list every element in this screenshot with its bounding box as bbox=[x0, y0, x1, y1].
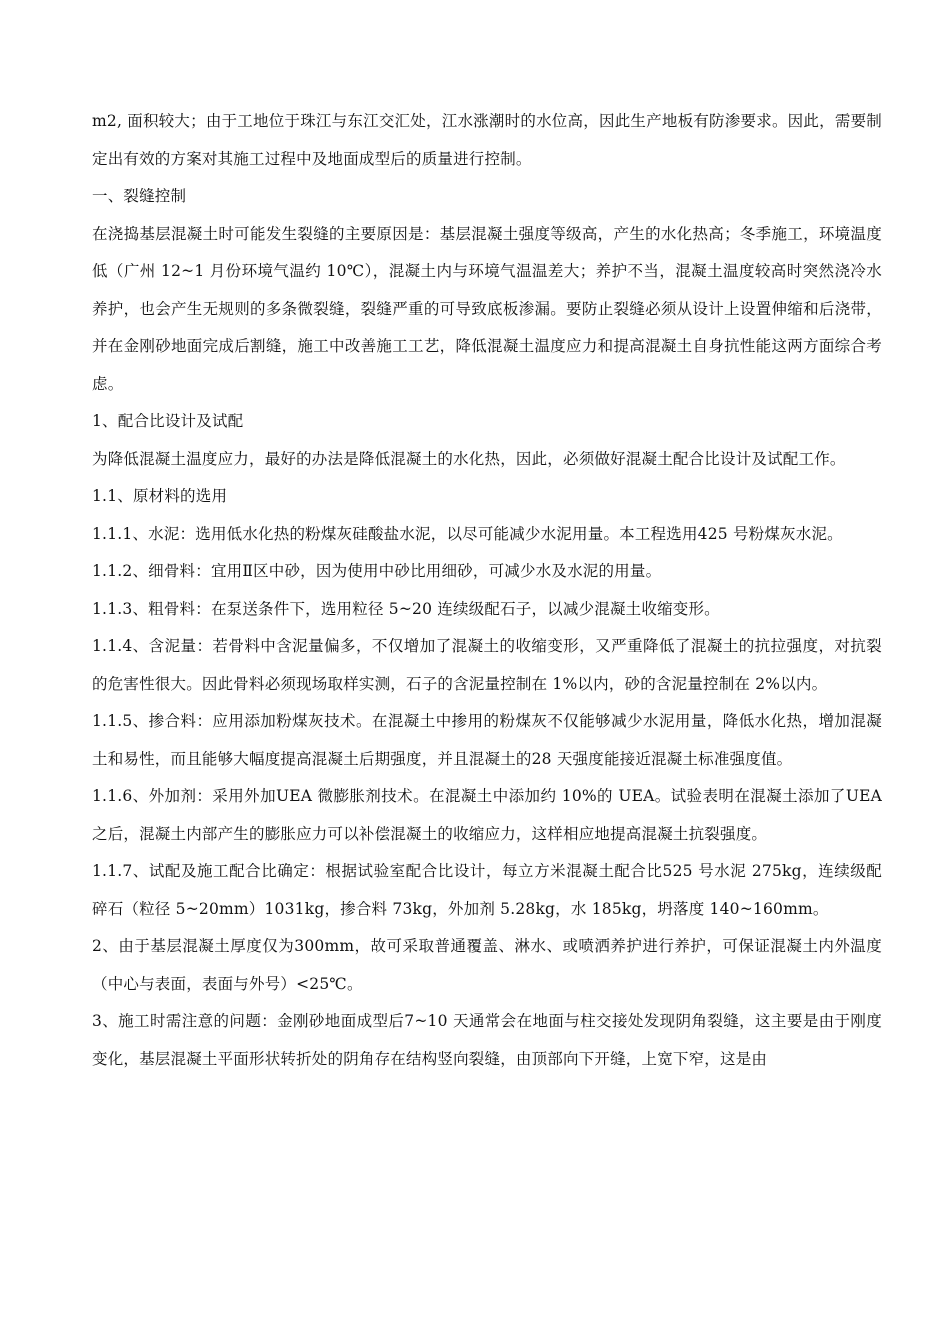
construction-notes-paragraph: 3、施工时需注意的问题：金刚砂地面成型后7~10 天通常会在地面与柱交接处发现阴角裂缝，这主要是由于刚度变化，基层混凝土平面形状转折处的阴角存在结构竖向裂缝，由顶部向下开缝，上宽下窄，这是由 bbox=[92, 1012, 882, 1068]
section-heading-crack-control: 一、裂缝控制 bbox=[92, 187, 187, 205]
document-body bbox=[92, 103, 882, 1078]
subsection-heading-raw-materials: 1.1、原材料的选用 bbox=[92, 487, 228, 505]
additive-paragraph: 1.1.6、外加剂：采用外加UEA 微膨胀剂技术。在混凝土中添加约 10%的 UEA。试验表明在混凝土添加了UEA 之后，混凝土内部产生的膨胀应力可以补偿混凝土的收缩应力，这样相应地提高混凝土抗裂强度。 bbox=[92, 787, 882, 843]
mix-design-paragraph: 为降低混凝土温度应力，最好的办法是降低混凝土的水化热，因此，必须做好混凝土配合比设计及试配工作。 bbox=[92, 449, 846, 468]
curing-paragraph: 2、由于基层混凝土厚度仅为300mm，故可采取普通覆盖、淋水、或喷洒养护进行养护，可保证混凝土内外温度（中心与表面，表面与外号）<25℃。 bbox=[92, 937, 882, 993]
fine-aggregate-paragraph: 1.1.2、细骨料：宜用Ⅱ区中砂，因为使用中砂比用细砂，可减少水及水泥的用量。 bbox=[92, 562, 662, 580]
cement-paragraph: 1.1.1、水泥：选用低水化热的粉煤灰硅酸盐水泥，以尽可能减少水泥用量。本工程选用425 号粉煤灰水泥。 bbox=[92, 524, 843, 543]
coarse-aggregate-paragraph: 1.1.3、粗骨料：在泵送条件下，选用粒径 5~20 连续级配石子，以减少混凝土收缩变形。 bbox=[92, 599, 720, 618]
intro-paragraph: m2, 面积较大；由于工地位于珠江与东江交汇处，江水涨潮时的水位高，因此生产地板有防渗要求。因此，需要制定出有效的方案对其施工过程中及地面成型后的质量进行控制。 bbox=[92, 112, 882, 168]
mud-content-paragraph: 1.1.4、含泥量：若骨料中含泥量偏多，不仅增加了混凝土的收缩变形，又严重降低了混凝土的抗拉强度，对抗裂的危害性很大。因此骨料必须现场取样实测，石子的含泥量控制在 1%以内，砂的含泥量控制在 2%以内。 bbox=[92, 637, 882, 693]
trial-mix-paragraph: 1.1.7、试配及施工配合比确定：根据试验室配合比设计，每立方米混凝土配合比525 号水泥 275kg，连续级配碎石（粒径 5~20mm）1031kg，掺合料 73kg，外加剂 5.28kg，水 185kg，坍落度 140~160mm。 bbox=[92, 862, 882, 918]
subsection-heading-mix-design: 1、配合比设计及试配 bbox=[92, 412, 244, 430]
admixture-paragraph: 1.1.5、掺合料：应用添加粉煤灰技术。在混凝土中掺用的粉煤灰不仅能够减少水泥用量，降低水化热，增加混凝土和易性，而且能够大幅度提高混凝土后期强度，并且混凝土的28 天强度能接近混凝土标准强度值。 bbox=[92, 712, 882, 768]
crack-cause-paragraph: 在浇捣基层混凝土时可能发生裂缝的主要原因是：基层混凝土强度等级高，产生的水化热高；冬季施工，环境温度低（广州 12~1 月份环境气温约 10℃），混凝土内与环境气温温差大；养护不当，混凝土温度较高时突然浇冷水养护，也会产生无规则的多条微裂缝，裂缝严重的可导致底板渗漏。要防止裂缝必须从设计上设置伸缩和后浇带，并在金刚砂地面完成后割缝，施工中改善施工工艺，降低混凝土温度应力和提高混凝土自身抗性能这两方面综合考虑。 bbox=[92, 224, 882, 393]
